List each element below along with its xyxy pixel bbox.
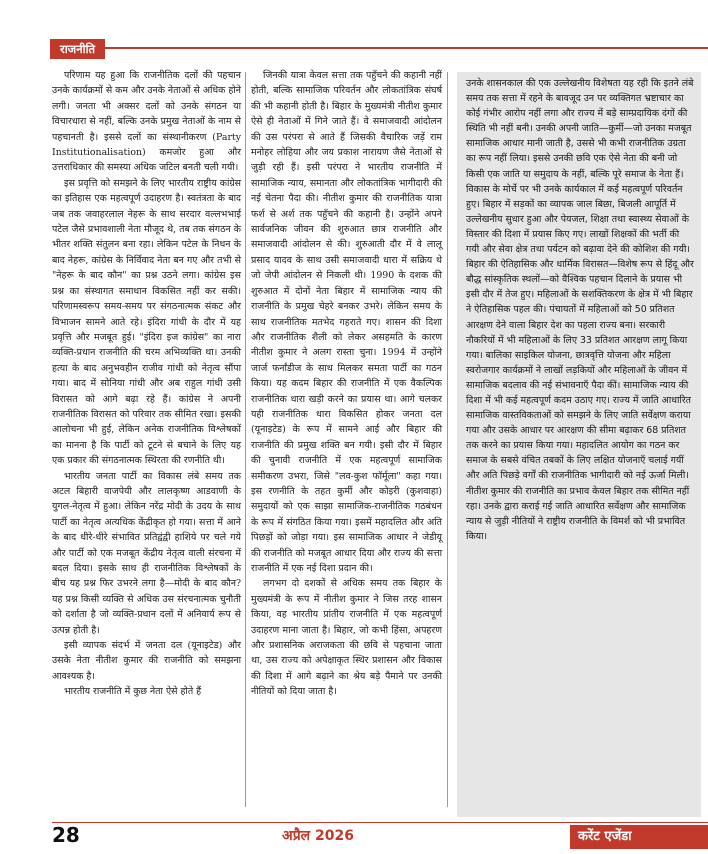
page-number: 28 [52,823,80,847]
paragraph: परिणाम यह हुआ कि राजनीतिक दलों की पहचान उनके कार्यक्रमों से कम और उनके नेताओं से अधिक होने लगी। जनता भी अक्सर दलों को उनके संगठन या विचारधारा से नहीं, बल्कि उनके प्रमुख नेताओं के नाम से पहचानती है। इससे दलों का संस्थानीकरण (Party Institutionalisation) कमजोर हुआ और उत्तराधिकार की समस्या अधिक जटिल बनती चली गयी। [52,70,241,174]
article-column-2 [251,68,442,700]
section-label: राजनीति [50,39,105,59]
paragraph: लगभग दो दशकों से अधिक समय तक बिहार के मुख्यमंत्री के रूप में नीतीश कुमार ने जिस तरह शासन किया, वह भारतीय प्रांतीय राजनीति में एक महत्वपूर्ण उदाहरण माना जाता है। बिहार, जो कभी हिंसा, अपहरण और प्रशासनिक अराजकता की छवि से पहचाना जाता था, उस राज्य को अपेक्षाकृत स्थिर प्रशासन और विकास की दिशा में आगे बढ़ाने का श्रेय बड़े पैमाने पर उनकी नीतियों को दिया जाता है। [251,578,442,698]
column-divider [447,72,448,807]
paragraph: भारतीय जनता पार्टी का विकास लंबे समय तक अटल बिहारी वाजपेयी और लालकृष्ण आडवाणी के युगल-नेतृत्व में हुआ। लेकिन नरेंद्र मोदी के उदय के साथ पार्टी का नेतृत्व अत्यधिक केंद्रीकृत हो गया। सत्ता में आने के बाद धीरे-धीरे संभावित प्रतिद्वंद्वी हाशिये पर चले गये और पार्टी को एक मजबूत केंद्रीय नेतृत्व वाली संरचना में बदल दिया। इसके साथ ही राजनीतिक विश्लेषकों के बीच यह प्रश्न फिर उभरने लगा है—मोदी के बाद कौन? यह प्रश्न किसी व्यक्ति से अधिक उस संरचनात्मक चुनौती को दर्शाता है जो व्यक्ति-प्रधान दलों में अनिवार्य रूप से उत्पन्न होती है। [52,470,241,636]
magazine-name: करेंट एजेंडा [570,825,708,849]
header-rule [52,47,708,49]
footer-rule [52,822,708,823]
issue-date: अप्रैल 2026 [282,828,354,844]
article-column-3 [466,76,694,544]
paragraph: जिनकी यात्रा केवल सत्ता तक पहुँचने की कहानी नहीं होती, बल्कि सामाजिक परिवर्तन और लोकतांत्रिक संघर्ष की भी कहानी होती है। बिहार के मुख्यमंत्री नीतीश कुमार ऐसे ही नेताओं में गिने जाते हैं। वे समाजवादी आंदोलन की उस परंपरा से आते हैं जिसकी वैचारिक जड़ें राम मनोहर लोहिया और जय प्रकाश नारायण जैसे नेताओं से जुड़ी रही हैं। इसी परंपरा ने भारतीय राजनीति में सामाजिक न्याय, समानता और लोकतांत्रिक भागीदारी की नई चेतना पैदा की। नीतीश कुमार की राजनीतिक यात्रा फर्श से अर्श तक पहुँचने की कहानी है। उन्होंने अपने सार्वजनिक जीवन की शुरुआत छात्र राजनीति और समाजवादी आंदोलन से की। शुरुआती दौर में वे लालू प्रसाद यादव के साथ उसी समाजवादी धारा में सक्रिय थे जो जेपी आंदोलन से निकली थी। 1990 के दशक की शुरुआत में दोनों नेता बिहार में सामाजिक न्याय की राजनीति के प्रमुख चेहरे बनकर उभरे। लेकिन समय के साथ राजनीतिक मतभेद गहराते गए। शासन की दिशा और राजनीतिक शैली को लेकर असहमति के कारण नीतीश कुमार ने अलग रास्ता चुना। 1994 में उन्होंने जार्ज फर्नांडीज के साथ मिलकर समता पार्टी का गठन किया। यह कदम बिहार की राजनीति में एक वैकल्पिक राजनीतिक धारा खड़ी करने का प्रयास था। आगे चलकर यही राजनीतिक धारा विकसित होकर जनता दल (यूनाइटेड) के रूप में सामने आई और बिहार की राजनीति की प्रमुख शक्ति बन गयी। इसी दौर में बिहार की चुनावी राजनीति में एक महत्वपूर्ण सामाजिक समीकरण उभरा, जिसे "लव-कुश फॉर्मूला" कहा गया। इस रणनीति के तहत कुर्मी और कोइरी (कुशवाहा) समुदायों को एक साझा सामाजिक-राजनीतिक गठबंधन के रूप में संगठित किया गया। इसमें महादलित और अति पिछड़ों को जोड़ा गया। इस सामाजिक आधार ने जेडीयू की राजनीति को मजबूत आधार दिया और राज्य की सत्ता राजनीति में एक नई दिशा प्रदान की। [251,70,442,574]
paragraph: उनके शासनकाल की एक उल्लेखनीय विशेषता यह रही कि इतने लंबे समय तक सत्ता में रहने के बावजूद उन पर व्यक्तिगत भ्रष्टाचार का कोई गंभीर आरोप नहीं लगा और राज्य में बड़े साम्प्रदायिक दंगों की स्थिति भी नहीं बनी। उनकी अपनी जाति—कुर्मी—जो उनका मजबूत सामाजिक आधार मानी जाती है, उससे भी कभी राजनीतिक उग्रता का रूप नहीं लिया। इससे उनकी छवि एक ऐसे नेता की बनी जो किसी एक जाति या समुदाय के नहीं, बल्कि पूरे समाज के नेता हैं। विकास के मोर्चे पर भी उनके कार्यकाल में कई महत्वपूर्ण परिवर्तन हुए। बिहार में सड़कों का व्यापक जाल बिछा, बिजली आपूर्ति में उल्लेखनीय सुधार हुआ और पेयजल, शिक्षा तथा स्वास्थ्य सेवाओं के विस्तार की दिशा में प्रयास किए गए। लाखों शिक्षकों की भर्ती की गयी और सेवा क्षेत्र तथा पर्यटन को बढ़ावा देने की कोशिश की गयी। बिहार की ऐतिहासिक और धार्मिक विरासत—विशेष रूप से हिंदू और बौद्ध सांस्कृतिक स्थलों—को वैश्विक पहचान दिलाने के प्रयास भी इसी दौर में तेज हुए। महिलाओं के सशक्तिकरण के क्षेत्र में भी बिहार ने ऐतिहासिक पहल की। पंचायतों में महिलाओं को 50 प्रतिशत आरक्षण देने वाला बिहार देश का पहला राज्य बना। सरकारी नौकरियों में भी महिलाओं के लिए 33 प्रतिशत आरक्षण लागू किया गया। बालिका साइकिल योजना, छात्रवृत्ति योजना और महिला स्वरोजगार कार्यक्रमों ने लाखों लड़कियों और महिलाओं के जीवन में सामाजिक बदलाव की नई संभावनाएँ पैदा कीं। सामाजिक न्याय की दिशा में भी कई महत्वपूर्ण कदम उठाए गए। राज्य में जाति आधारित सामाजिक वास्तविकताओं को समझने के लिए जाति सर्वेक्षण कराया गया और उसके आधार पर आरक्षण की सीमा बढ़ाकर 68 प्रतिशत तक करने का प्रयास किया गया। महादलित आयोग का गठन कर समाज के सबसे वंचित तबकों के लिए लक्षित योजनाएँ चलाई गयीं और अति पिछड़े वर्गों की राजनीतिक भागीदारी को नई ऊर्जा मिली। नीतीश कुमार की राजनीति का प्रभाव केवल बिहार तक सीमित नहीं रहा। उनके द्वारा कराई गई जाति आधारित सर्वेक्षण और सामाजिक न्याय से जुड़ी नीतियों ने राष्ट्रीय राजनीति के विमर्श को भी प्रभावित किया। [466,78,694,542]
column-divider [245,72,246,807]
paragraph: इस प्रवृत्ति को समझने के लिए भारतीय राष्ट्रीय कांग्रेस का इतिहास एक महत्वपूर्ण उदाहरण है। स्वतंत्रता के बाद जब तक जवाहरलाल नेहरू के साथ सरदार वल्लभभाई पटेल जैसे प्रभावशाली नेता मौजूद थे, तब तक संगठन के भीतर शक्ति संतुलन बना रहा। लेकिन पटेल के निधन के बाद नेहरू, कांग्रेस के निर्विवाद नेता बन गए और तभी से "नेहरू के बाद कौन" का प्रश्न उठने लगा। कांग्रेस इस प्रश्न का संस्थागत समाधान विकसित नहीं कर सकी। परिणामस्वरूप समय-समय पर संगठनात्मक संकट और विभाजन सामने आते रहे। इंदिरा गांधी के दौर में यह प्रवृत्ति और मजबूत हुई। "इंदिरा इज कांग्रेस" का नारा व्यक्ति-प्रधान राजनीति की चरम अभिव्यक्ति था। उनकी हत्या के बाद अनुभवहीन राजीव गांधी को नेतृत्व सौंपा गया। बाद में सोनिया गांधी और अब राहुल गांधी उसी विरासत को आगे बढ़ा रहे हैं। कांग्रेस ने अपनी राजनीतिक विरासत को परिवार तक सीमित रखा। इसकी आलोचना भी हुई, लेकिन अनेक राजनीतिक विश्लेषकों का मानना है कि पार्टी को टूटने से बचाने के लिए यह एक प्रकार की संगठनात्मक स्थिरता की रणनीति थी। [52,177,241,467]
article-column-1 [52,68,241,700]
paragraph: इसी व्यापक संदर्भ में जनता दल (यूनाइटेड) और उसके नेता नीतीश कुमार की राजनीति को समझना आवश्यक है। [52,640,241,682]
paragraph: भारतीय राजनीति में कुछ नेता ऐसे होते हैं [64,686,202,698]
